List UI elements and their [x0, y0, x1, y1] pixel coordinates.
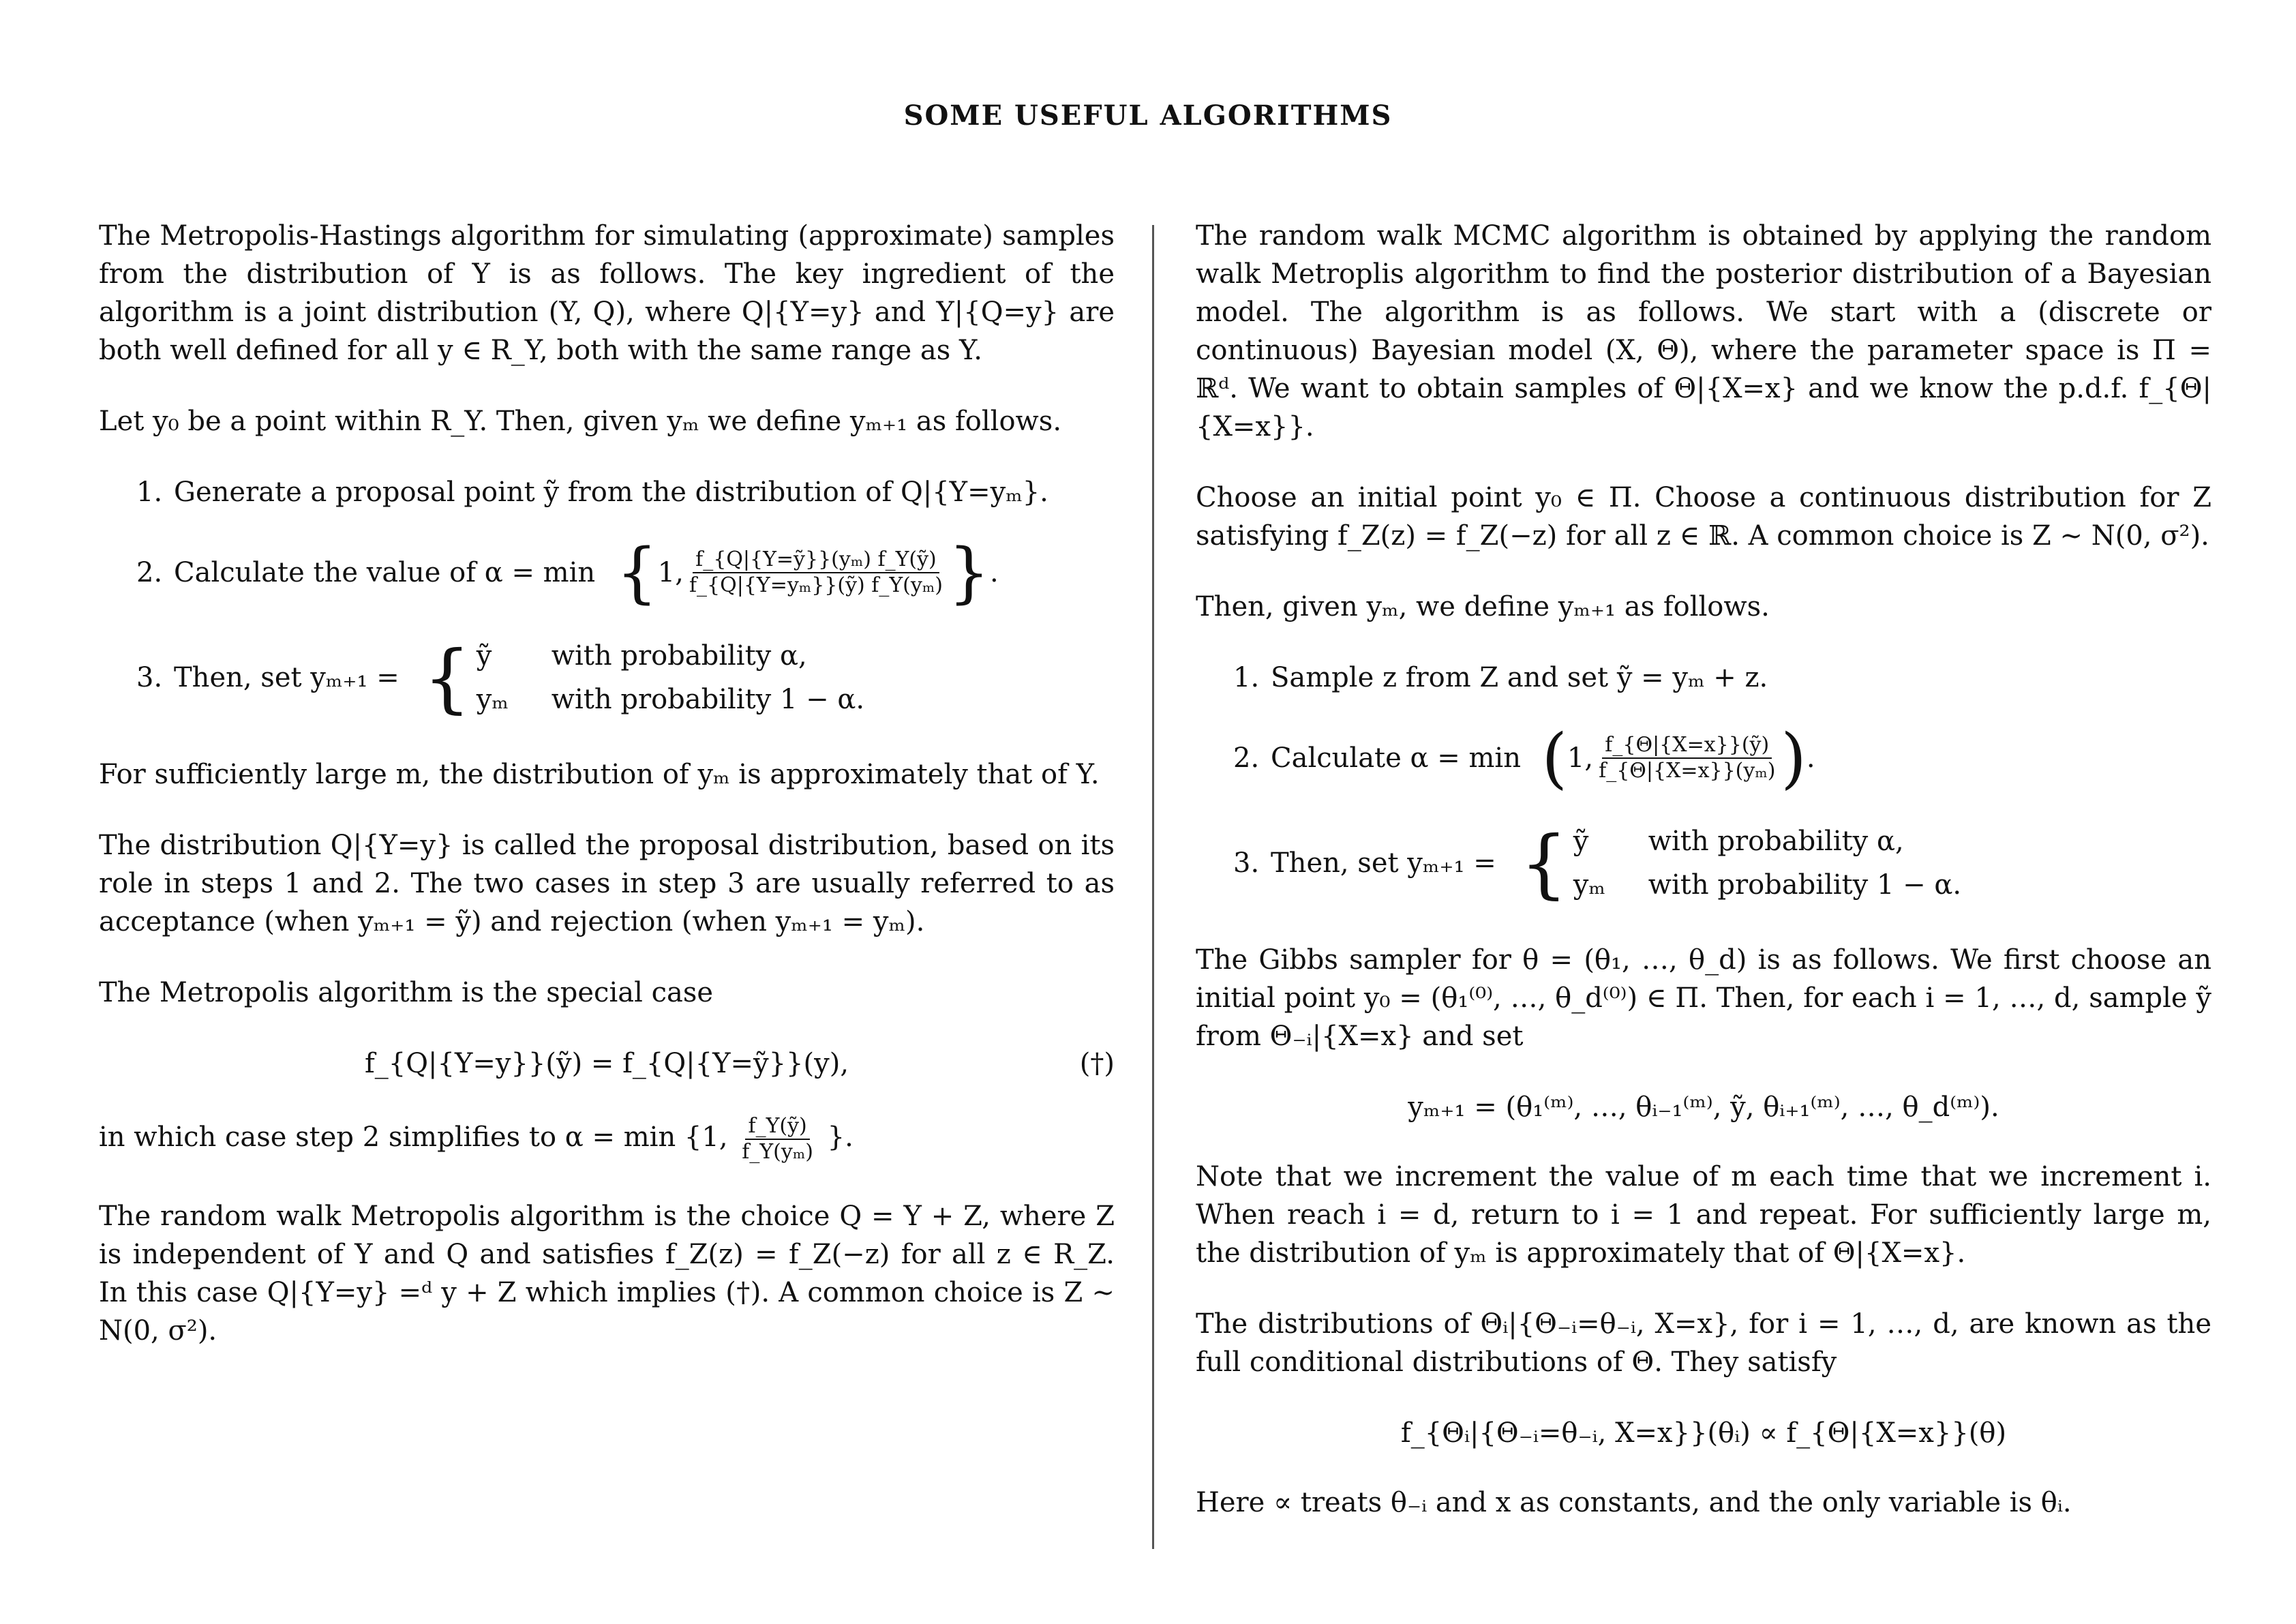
metropolis-hastings-intro: The Metropolis-Hastings algorithm for simulating (approximate) samples from the distribution of Y is as follows. The key ingredient of the algorithm is a joint distribution (Y, Q), where Q|{Y=y} and Y|{Q=y} are both well defined for all y ∈ R_Y, both with the same range as Y.	[99, 220, 1115, 366]
page-title: SOME USEFUL ALGORITHMS	[903, 100, 1393, 132]
left-brace: {	[595, 535, 658, 611]
equation-text: f_{Q|{Y=y}}(ỹ) = f_{Q|{Y=ỹ}}(y),	[364, 1048, 849, 1079]
case-value: yₘ	[476, 684, 509, 715]
gibbs-sampler-paragraph: The Gibbs sampler for θ = (θ₁, …, θ_d) is as follows. We first choose an initial point y₀ = (θ₁⁽⁰⁾, …, θ_d⁽⁰⁾) ∈ Π. Then, for each i = 1, …, d, sample ỹ from Θ₋ᵢ|{X=x} and set	[1196, 944, 2211, 1052]
ratio-numerator: f_{Q|{Y=ỹ}}(yₘ) f_Y(ỹ)	[693, 547, 939, 573]
step-number: 2.	[1233, 742, 1260, 774]
step-text: Sample z from Z and set ỹ = yₘ + z.	[1271, 662, 1768, 693]
ratio-denominator: f_{Q|{Y=yₘ}}(ỹ) f_Y(yₘ)	[689, 573, 943, 597]
step-number: 3.	[136, 662, 163, 693]
full-conditional-paragraph: The distributions of Θᵢ|{Θ₋ᵢ=θ₋ᵢ, X=x}, for i = 1, …, d, are known as the full conditional distributions of Θ. They satisfy	[1196, 1308, 2211, 1378]
left-paren: (	[1520, 720, 1567, 796]
random-walk-metropolis-paragraph: The random walk Metropolis algorithm is the choice Q = Y + Z, where Z is independent of Y and Q and satisfies f_Z(z) = f_Z(−z) for all z ∈ R_Z. In this case Q|{Y=y} =ᵈ y + Z which implies (†). A common choice is Z ∼ N(0, σ²).	[99, 1201, 1115, 1347]
convergence-paragraph: For sufficiently large m, the distribution of yₘ is approximately that of Y.	[99, 759, 1100, 790]
case-condition: with probability 1 − α.	[551, 684, 865, 715]
case-condition: with probability 1 − α.	[1648, 869, 1962, 901]
cases-expression	[399, 634, 864, 721]
step-number: 1.	[1233, 662, 1260, 693]
right-column	[1196, 217, 2211, 1554]
full-conditional-equation	[1196, 1414, 2211, 1452]
step-text: Generate a proposal point ỹ from the distribution of Q|{Y=yₘ}.	[174, 477, 1048, 508]
step-number: 1.	[136, 477, 163, 508]
equation-text: yₘ₊₁ = (θ₁⁽ᵐ⁾, …, θᵢ₋₁⁽ᵐ⁾, ỹ, θᵢ₊₁⁽ᵐ⁾, …, θ_d⁽ᵐ⁾).	[1408, 1092, 1999, 1123]
mh-step-3	[136, 634, 1115, 721]
case-condition: with probability α,	[551, 640, 807, 672]
mh-step-2: 2. Calculate the value of α = min { 1, $\frac{\text{f\_\{Q|\{Y=ỹ\}\}(yₘ) f\_Y(ỹ)}}{\text{f\_\{Q|\{Y=yₘ\}\}(ỹ) f\_Y(yₘ)}}$ } .	[136, 535, 999, 611]
mcmc-step-1	[1233, 659, 2211, 697]
simplified-ratio: $\frac{\text{f\_Y(ỹ)}}{\text{f\_Y(yₘ)}}$	[742, 1114, 813, 1164]
mcmc-steps-list	[1196, 659, 2211, 907]
case-value: yₘ	[1573, 869, 1605, 901]
one-comma: 1,	[1567, 742, 1594, 774]
one-comma: 1,	[657, 557, 684, 588]
left-column	[99, 217, 1115, 1383]
step-text: Calculate α = min	[1271, 742, 1521, 774]
step-number: 2.	[136, 557, 163, 588]
case-value: ỹ	[476, 640, 492, 672]
mh-steps-list	[99, 473, 1115, 721]
increment-paragraph: Note that we increment the value of m each time that we increment i. When reach i = d, return to i = 1 and repeat. For sufficiently large m, the distribution of yₘ is approximately that of Θ|{X=x}.	[1196, 1161, 2211, 1269]
column-divider	[1152, 225, 1154, 1549]
step-number: 3.	[1233, 847, 1260, 879]
cases-brace: {	[1496, 819, 1568, 907]
mcmc-intro: The random walk MCMC algorithm is obtained by applying the random walk Metroplis algorithm to find the posterior distribution of a Bayesian model. The algorithm is as follows. We start with a (discrete or continuous) Bayesian model (X, Θ), where the parameter space is Π = ℝᵈ. We want to obtain samples of Θ|{X=x} and we know the p.d.f. f_{Θ|{X=x}}.	[1196, 220, 2211, 442]
acceptance-ratio	[686, 547, 946, 598]
mh-step-1	[136, 473, 1115, 511]
metropolis-paragraph: The Metropolis algorithm is the special case	[99, 977, 714, 1008]
ratio-numerator: f_{Θ|{X=x}}(ỹ)	[1602, 733, 1772, 759]
right-brace: }	[948, 535, 991, 611]
case-condition: with probability α,	[1648, 826, 1904, 857]
gibbs-update-equation	[1196, 1088, 2211, 1126]
step-text: Then, set yₘ₊₁ =	[1271, 847, 1496, 879]
equation-tag: (†)	[1079, 1048, 1115, 1079]
simplification-paragraph: in which case step 2 simplifies to α = min {1, $\frac{\text{f\_Y(ỹ)}}{\text{f\_Y(yₘ)}}$ }.	[99, 1114, 854, 1164]
acceptance-ratio	[1596, 733, 1778, 783]
cases-expression	[1496, 819, 1961, 907]
step-text: Calculate the value of α = min	[174, 557, 596, 588]
equation-text: f_{Θᵢ|{Θ₋ᵢ=θ₋ᵢ, X=x}}(θᵢ) ∝ f_{Θ|{X=x}}(θ)	[1400, 1417, 2007, 1449]
cases-brace: {	[399, 634, 471, 721]
mcmc-step-3	[1233, 819, 2211, 907]
case-value: ỹ	[1573, 826, 1589, 857]
proportional-note: Here ∝ treats θ₋ᵢ and x as constants, and the only variable is θᵢ.	[1196, 1487, 2072, 1518]
ratio-denominator: f_{Θ|{X=x}}(yₘ)	[1599, 759, 1776, 783]
right-paren: )	[1781, 720, 1807, 796]
define-paragraph: Then, given yₘ, we define yₘ₊₁ as follows.	[1196, 591, 1770, 622]
initial-point-paragraph: Let y₀ be a point within R_Y. Then, given yₘ we define yₘ₊₁ as follows.	[99, 406, 1062, 437]
step-text: Then, set yₘ₊₁ =	[174, 662, 399, 693]
mcmc-step-2: 2. Calculate α = min ( 1, $\frac{\text{f\_\{Θ|\{X=x\}\}(ỹ)}}{\text{f\_\{Θ|\{X=x\}\}(yₘ)}}$ ) .	[1233, 720, 1815, 796]
dagger-equation	[99, 1044, 1115, 1083]
initial-choice-paragraph: Choose an initial point y₀ ∈ Π. Choose a continuous distribution for Z satisfying f_Z(z) = f_Z(−z) for all z ∈ ℝ. A common choice is Z ∼ N(0, σ²).	[1196, 482, 2211, 552]
proposal-paragraph: The distribution Q|{Y=y} is called the proposal distribution, based on its role in steps 1 and 2. The two cases in step 3 are usually referred to as acceptance (when yₘ₊₁ = ỹ) and rejection (when yₘ₊₁ = yₘ).	[99, 830, 1115, 937]
